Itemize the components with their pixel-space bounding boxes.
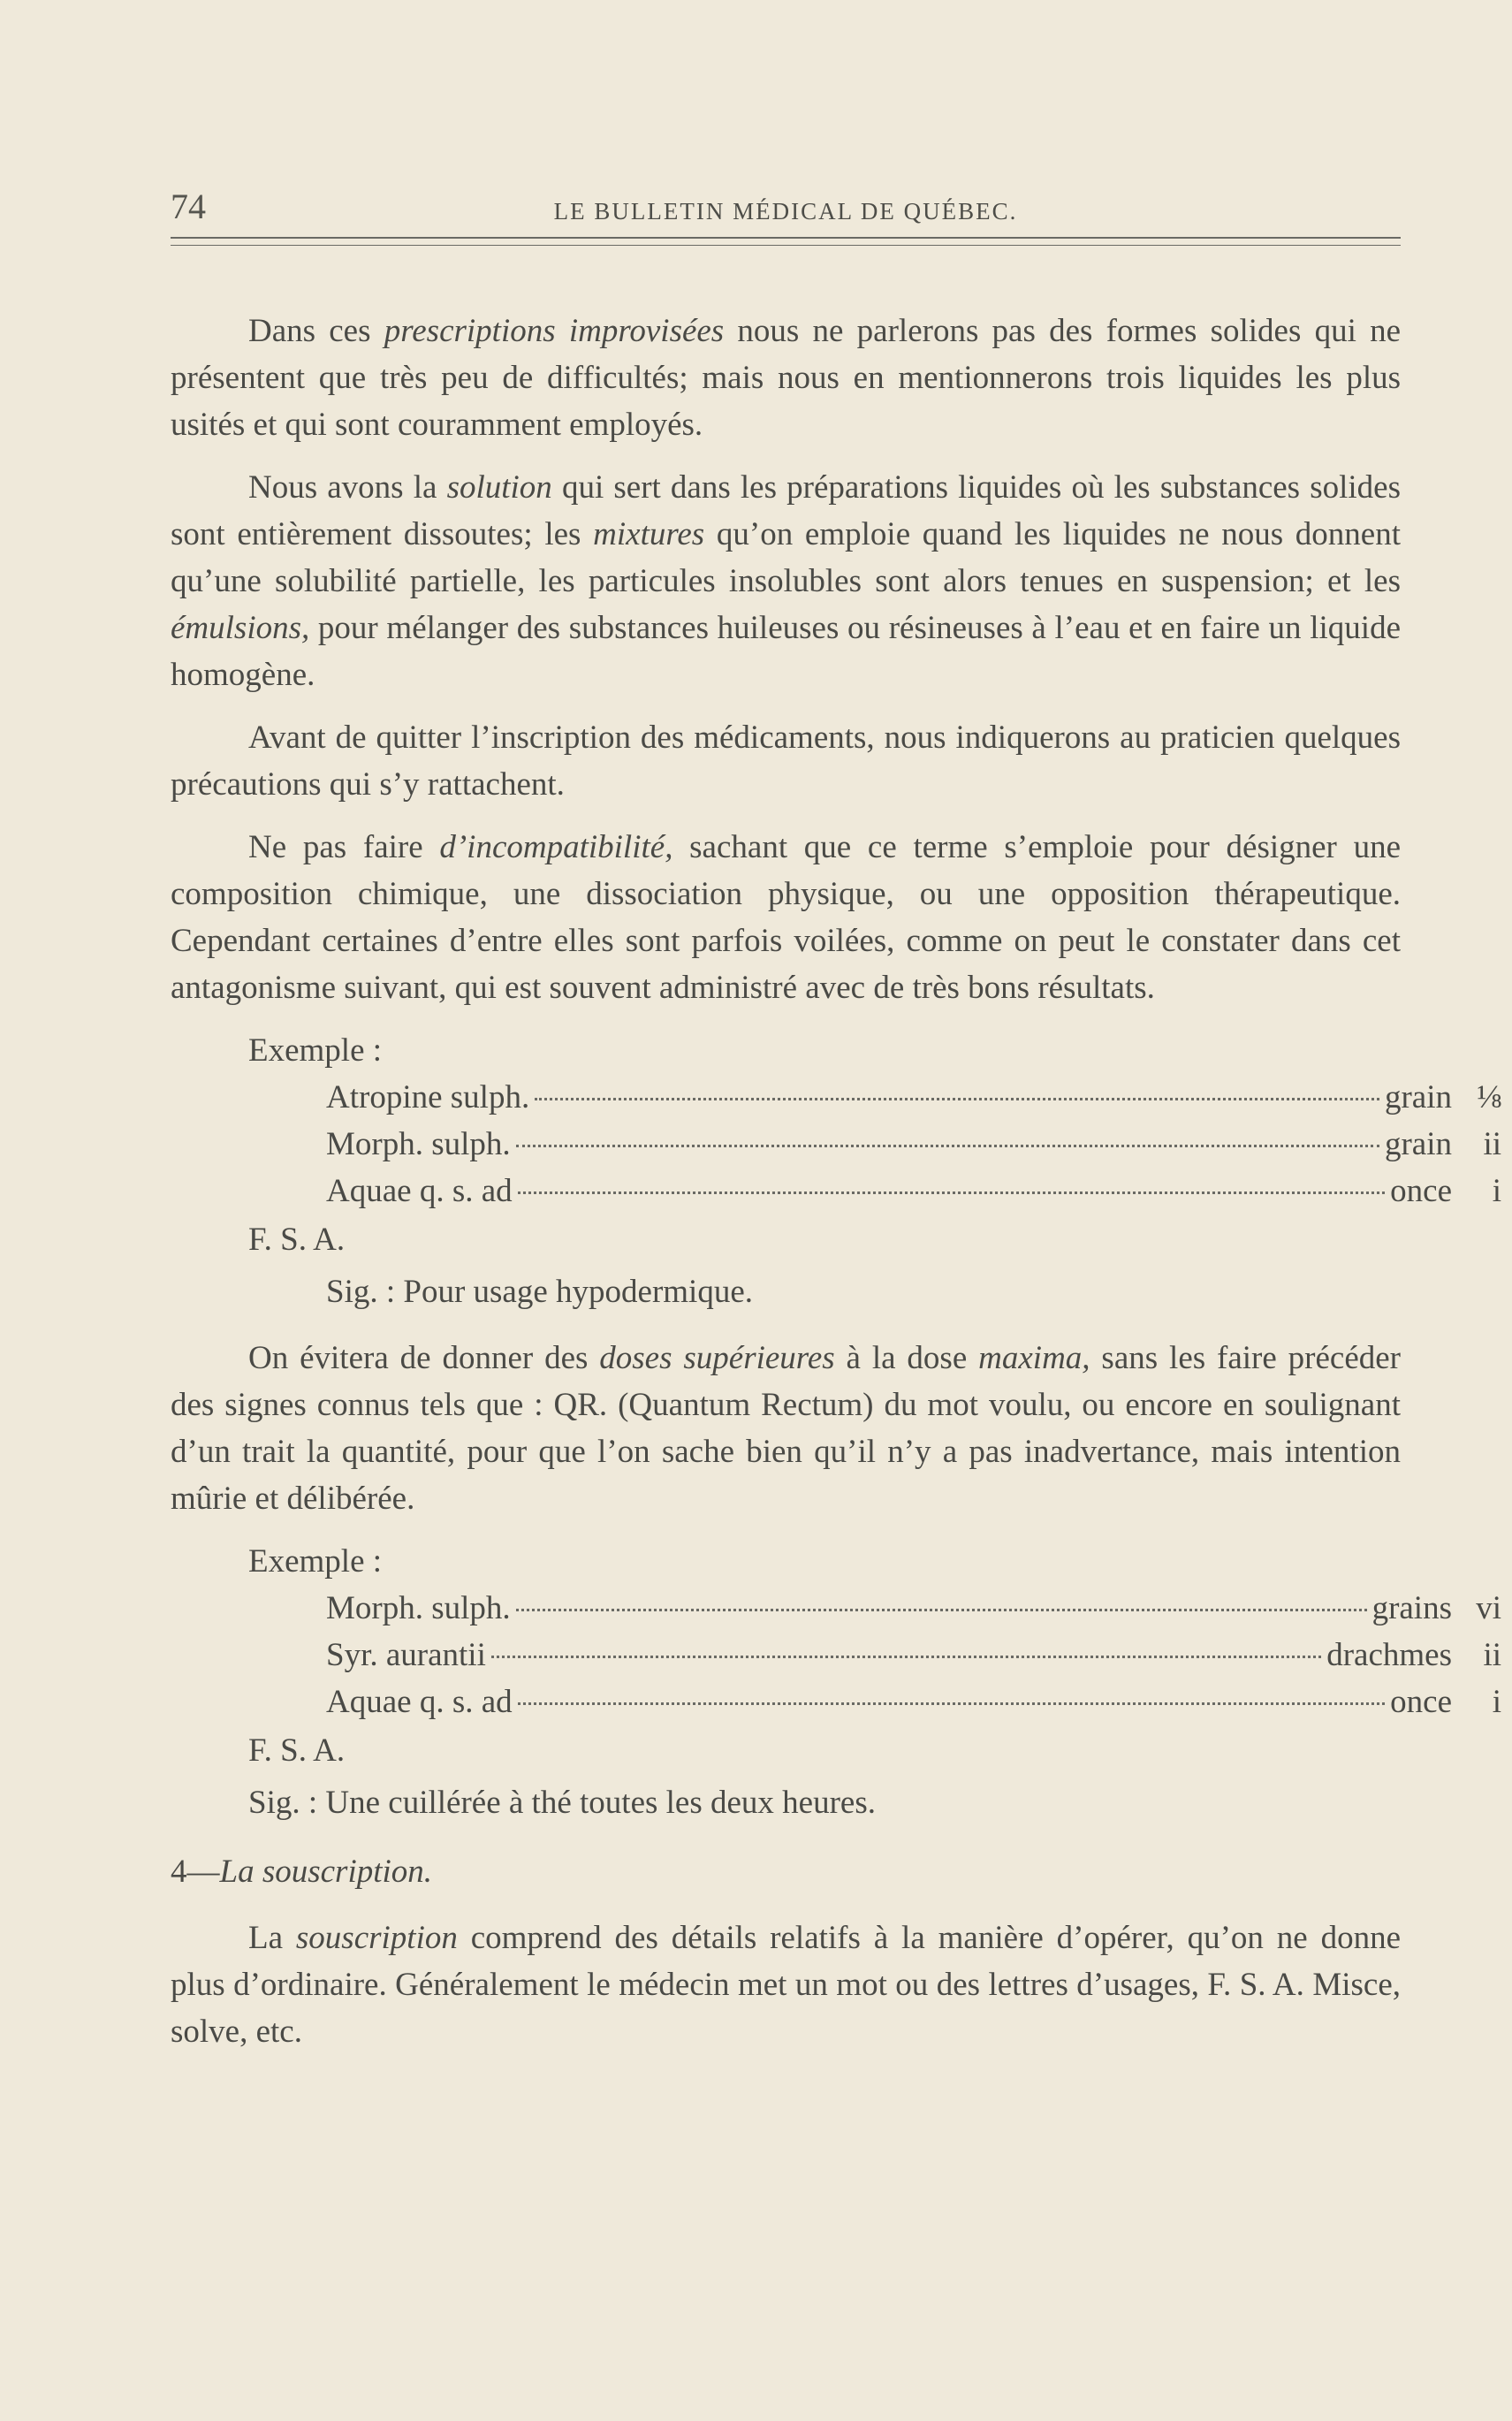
paragraph-doses: On évitera de donner des doses supérieures à la dose maxima, sans les faire précéder des signes connus tels que : QR. (Quantum Rectum) du mot voulu, ou encore en soulignant d’un trait la quantité, pour que l’on sache bien qu’il n’y a pas inadvertance, mais intention mûrie et délibérée. xyxy=(171,1340,1401,1517)
prescription-1 xyxy=(326,1074,1501,1214)
page-number: 74 xyxy=(171,187,206,226)
prescription-2 xyxy=(326,1585,1501,1725)
paragraph-souscription: La souscription comprend des détails relatifs à la manière d’opérer, qu’on ne donne plus d’ordinaire. Généralement le médecin met un mot ou des lettres d’usages, F. S. A. Misce, solve, etc. xyxy=(171,1920,1401,2050)
prescription-line: Morph. sulph. grain ii xyxy=(326,1126,1501,1162)
paragraph-solutions: Nous avons la solution qui sert dans les préparations liquides où les substances solides sont entièrement dissoutes; les mixtures qu’on emploie quand les liquides ne nous donnent qu’une solubilité partielle, les particules insolubles sont alors tenues en suspension; et les émulsions, pour mélanger des substances huileuses ou résineuses à l’eau et en faire un liquide homogène. xyxy=(171,469,1401,693)
page-header xyxy=(171,186,1401,239)
paragraph-incompatibility: Ne pas faire d’incompatibilité, sachant que ce terme s’emploie pour désigner une composition chimique, une dissociation physique, ou une opposition thérapeutique. Cependant certaines d’entre elles sont parfois voilées, comme on peut le constater dans cet antagonisme suivant, qui est souvent administré avec de très bons résultats. xyxy=(171,829,1401,1006)
header-rule-thin xyxy=(171,245,1401,246)
header-rule xyxy=(171,237,1401,239)
prescription-line: Aquae q. s. ad once i xyxy=(326,1173,1501,1209)
signature-instruction-2: Sig. : Une cuillérée à thé toutes les deux heures. xyxy=(248,1785,876,1821)
prescription-line: Atropine sulph. grain ⅛ xyxy=(326,1079,1501,1115)
signature-instruction-1: Sig. : Pour usage hypodermique. xyxy=(326,1274,754,1310)
paragraph-forms: Dans ces prescriptions improvisées nous ne parlerons pas des formes solides qui ne présentent que très peu de difficultés; mais nous en mentionnerons trois liquides les plus usités et qui sont couramment employés. xyxy=(171,313,1401,443)
prescription-line: Syr. aurantii drachmes ii xyxy=(326,1637,1501,1673)
paragraph-precautions: Avant de quitter l’inscription des médicaments, nous indiquerons au praticien quelques précautions qui s’y rattachent. xyxy=(171,719,1401,803)
prescription-line: Aquae q. s. ad once i xyxy=(326,1684,1501,1720)
section-heading: 4—La souscription. xyxy=(171,1854,433,1890)
prescription-line: Morph. sulph. grains vi xyxy=(326,1590,1501,1626)
running-title: LE BULLETIN MÉDICAL DE QUÉBEC. xyxy=(553,198,1018,225)
fsa-2: F. S. A. xyxy=(248,1732,346,1769)
fsa-1: F. S. A. xyxy=(248,1222,346,1258)
body-text xyxy=(171,308,1501,2055)
example-2-label: Exemple : xyxy=(248,1543,383,1580)
example-1-label: Exemple : xyxy=(248,1032,383,1069)
